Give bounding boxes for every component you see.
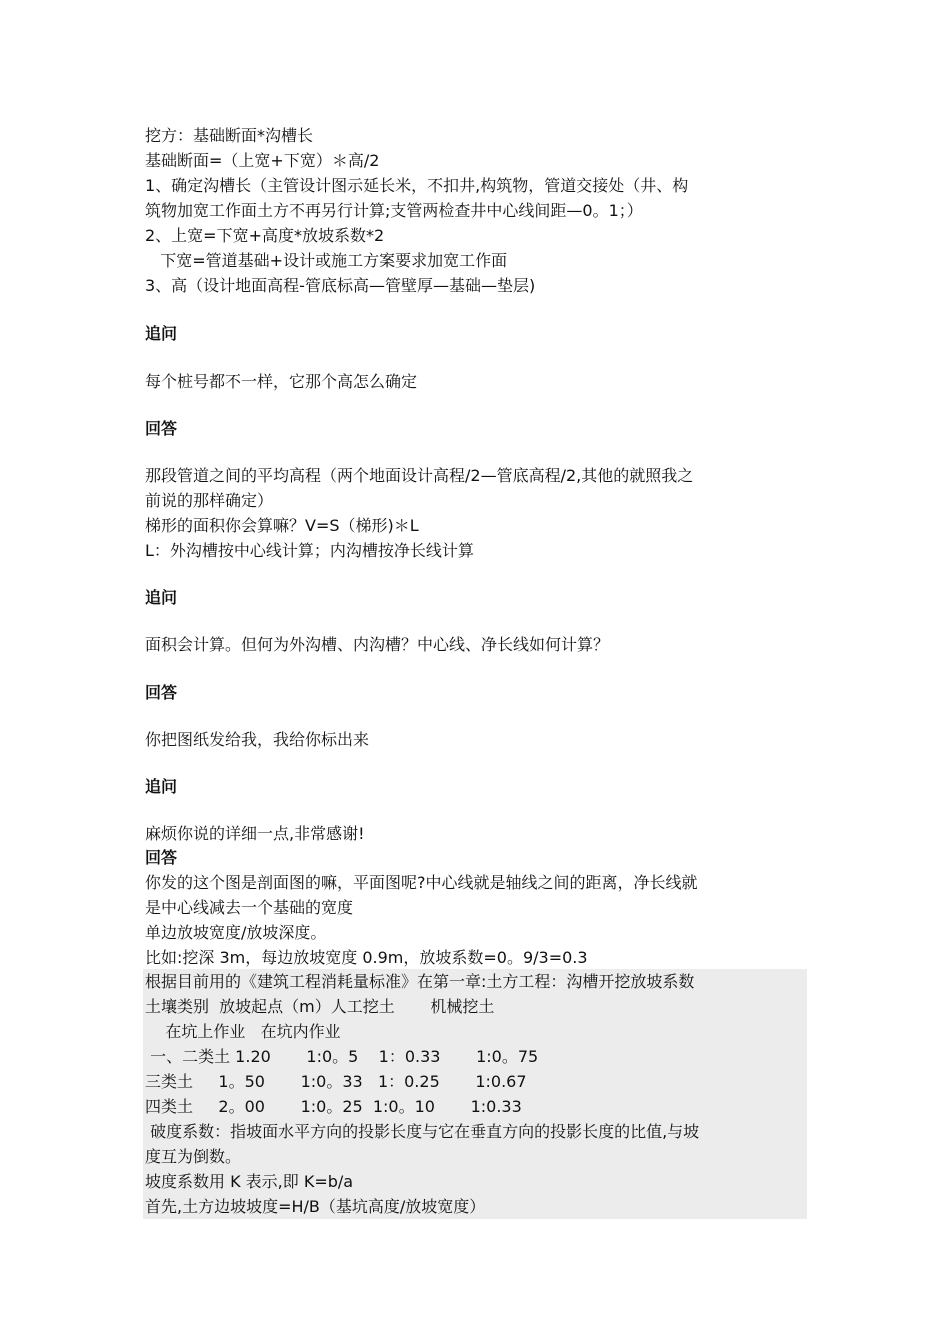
intro-line-2: 基础断面=（上宽+下宽）＊高/2 — [145, 151, 380, 170]
slope-definition-line-3: 坡度系数用 K 表示,即 K=b/a — [145, 1172, 354, 1191]
slope-definition-line-1: 破度系数：指坡面水平方向的投影长度与它在垂直方向的投影长度的比值,与坡 — [145, 1122, 700, 1141]
followup-text-1: 每个桩号都不一样，它那个高怎么确定 — [145, 372, 418, 391]
answer-1-line-1: 那段管道之间的平均高程（两个地面设计高程/2—管底高程/2,其他的就照我之 — [145, 466, 694, 485]
intro-line-7: 3、高（设计地面高程-管底标高—管壁厚—基础—垫层) — [145, 276, 536, 295]
answer-label-3: 回答 — [145, 848, 178, 867]
slope-table-header-1: 土壤类别 放坡起点（m）人工挖土 机械挖土 — [145, 997, 495, 1016]
answer-1-line-2: 前说的那样确定） — [145, 491, 274, 510]
answer-label-2: 回答 — [145, 683, 178, 702]
answer-1-line-3: 梯形的面积你会算嘛？V=S（梯形)＊L — [145, 516, 419, 535]
slope-definition-line-4: 首先,土方边坡坡度=H/B（基坑高度/放坡宽度） — [145, 1197, 486, 1216]
followup-label-1: 追问 — [145, 324, 178, 343]
slope-definition-line-2: 度互为倒数。 — [145, 1147, 242, 1166]
intro-line-4: 筑物加宽工作面土方不再另行计算;支管两检查井中心线间距—0。1；） — [145, 201, 643, 220]
answer-1-line-4: L：外沟槽按中心线计算；内沟槽按净长线计算 — [145, 541, 474, 560]
answer-3-line-4: 比如:挖深 3m，每边放坡宽度 0.9m，放坡系数=0。9/3=0.3 — [145, 948, 588, 967]
intro-line-6: 下宽=管道基础+设计或施工方案要求加宽工作面 — [145, 251, 508, 270]
followup-label-3: 追问 — [145, 777, 178, 796]
intro-line-1: 挖方：基础断面*沟槽长 — [145, 126, 314, 145]
slope-table-row-1: 一、二类土 1.20 1:0。5 1：0.33 1:0。75 — [145, 1047, 539, 1066]
slope-table-row-2: 三类土 1。50 1:0。33 1：0.25 1:0.67 — [145, 1072, 527, 1091]
answer-3-line-1: 你发的这个图是剖面图的嘛，平面图呢?中心线就是轴线之间的距离，净长线就 — [145, 873, 698, 892]
answer-label-1: 回答 — [145, 419, 178, 438]
followup-label-2: 追问 — [145, 588, 178, 607]
intro-line-3: 1、确定沟槽长（主管设计图示延长米，不扣井,构筑物，管道交接处（井、构 — [145, 176, 689, 195]
followup-text-3: 麻烦你说的详细一点,非常感谢! — [145, 824, 365, 843]
intro-line-5: 2、上宽=下宽+高度*放坡系数*2 — [145, 226, 385, 245]
followup-text-2: 面积会计算。但何为外沟槽、内沟槽？中心线、净长线如何计算？ — [145, 635, 610, 654]
slope-table-header-2: 在坑上作业 在坑内作业 — [145, 1022, 341, 1041]
answer-2-text: 你把图纸发给我，我给你标出来 — [145, 730, 370, 749]
slope-table-title: 根据目前用的《建筑工程消耗量标准》在第一章:土方工程：沟槽开挖放坡系数 — [145, 972, 695, 991]
slope-table-row-3: 四类土 2。00 1:0。25 1:0。10 1:0.33 — [145, 1097, 522, 1116]
answer-3-line-3: 单边放坡宽度/放坡深度。 — [145, 923, 327, 942]
answer-3-line-2: 是中心线减去一个基础的宽度 — [145, 898, 354, 917]
